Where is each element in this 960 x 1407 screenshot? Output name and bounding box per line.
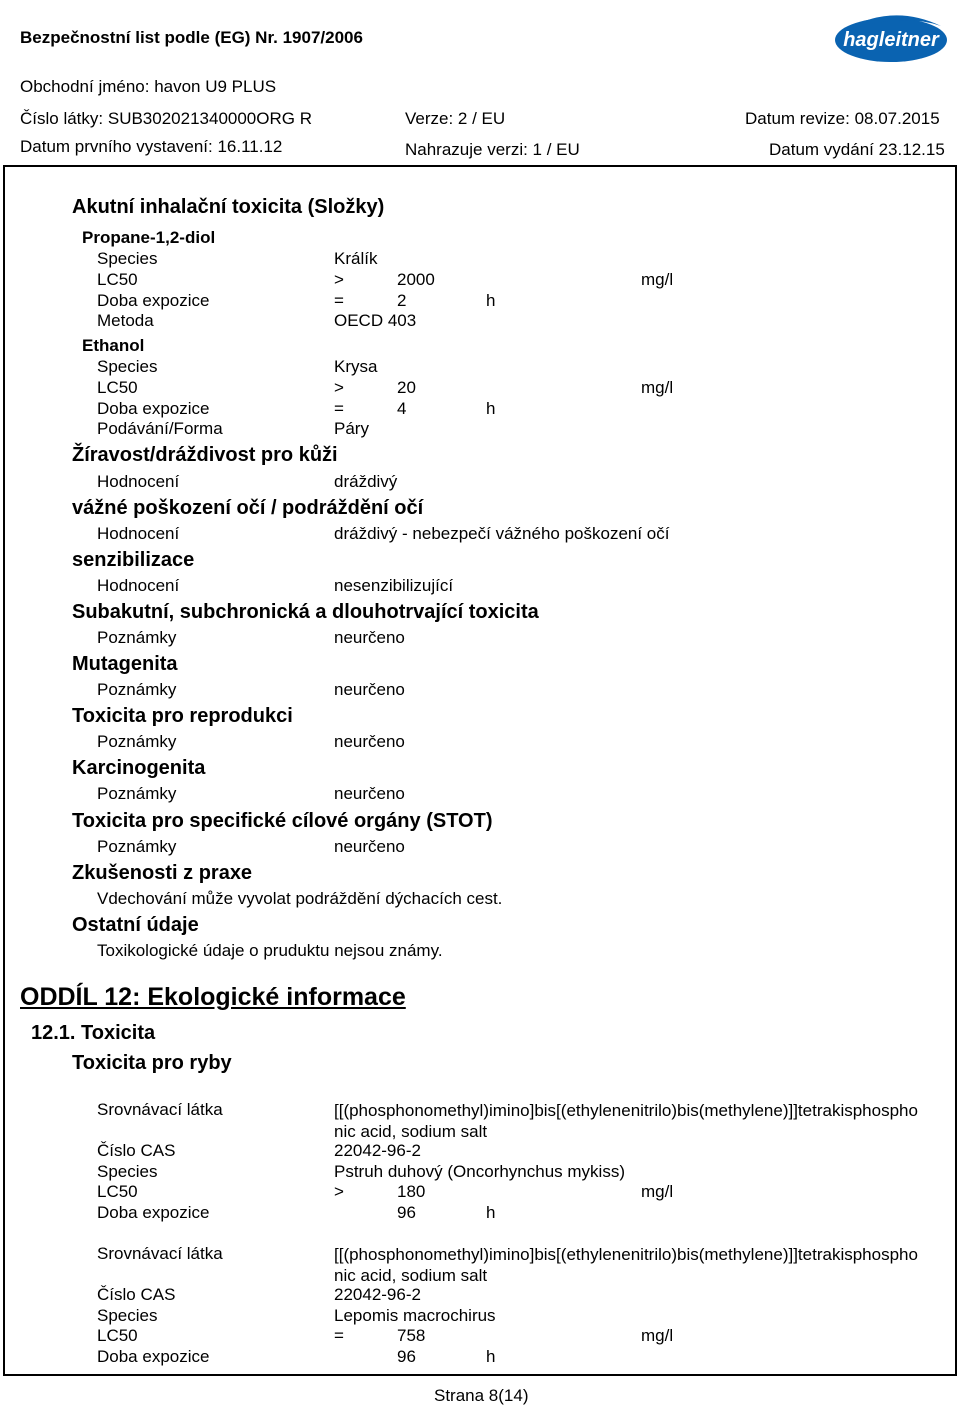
heading-subacute: Subakutní, subchronická a dlouhotrvající toxicita — [72, 601, 539, 623]
value: neurčeno — [334, 784, 405, 803]
heading-reproduction: Toxicita pro reprodukci — [72, 705, 293, 727]
heading-other: Ostatní údaje — [72, 914, 199, 936]
heading-sensitization: senzibilizace — [72, 549, 195, 571]
operator: = — [334, 291, 344, 310]
label: Doba expozice — [97, 399, 210, 418]
unit: mg/l — [641, 1326, 674, 1345]
label: Hodnocení — [97, 472, 180, 491]
label: Poznámky — [97, 732, 177, 751]
version: Verze: 2 / EU — [405, 109, 506, 128]
value: Páry — [334, 419, 369, 438]
label: LC50 — [97, 1326, 138, 1345]
label: Srovnávací látka — [97, 1100, 223, 1119]
value: 96 — [397, 1203, 416, 1222]
component-ethanol: Ethanol — [82, 336, 145, 355]
experience-text: Vdechování může vyvolat podráždění dýchacích cest. — [97, 889, 503, 908]
heading-skin: Žíravost/dráždivost pro kůži — [72, 444, 338, 466]
cas-number: 22042-96-2 — [334, 1285, 421, 1304]
value: Lepomis macrochirus — [334, 1306, 496, 1325]
label: Species — [97, 357, 158, 376]
heading-carcinogenicity: Karcinogenita — [72, 757, 206, 779]
label: Číslo CAS — [97, 1141, 176, 1160]
label: Poznámky — [97, 837, 177, 856]
label: Srovnávací látka — [97, 1244, 223, 1263]
operator: = — [334, 399, 344, 418]
logo-text: hagleitner — [843, 29, 939, 51]
revision-date: Datum revize: 08.07.2015 — [745, 109, 940, 128]
value: Králík — [334, 249, 378, 268]
subsection-toxicity: 12.1. Toxicita — [31, 1022, 156, 1044]
label: Hodnocení — [97, 524, 180, 543]
label: Podávání/Forma — [97, 419, 223, 438]
reference-substance: [[(phosphonomethyl)imino]bis[(ethylenenitrilo)bis(methylene)]]tetrakisphosphonic acid, sodium salt — [334, 1101, 918, 1141]
value: neurčeno — [334, 837, 405, 856]
value: neurčeno — [334, 680, 405, 699]
document-title: Bezpečnostní list podle (EG) Nr. 1907/2006 — [20, 28, 363, 47]
heading-fish-toxicity: Toxicita pro ryby — [72, 1052, 232, 1074]
operator: > — [334, 270, 344, 289]
replaces-version: Nahrazuje verzi: 1 / EU — [405, 140, 580, 159]
label: LC50 — [97, 270, 138, 289]
label: Poznámky — [97, 784, 177, 803]
label: Hodnocení — [97, 576, 180, 595]
cas-number: 22042-96-2 — [334, 1141, 421, 1160]
operator: = — [334, 1326, 344, 1345]
label: Metoda — [97, 311, 154, 330]
label: LC50 — [97, 1182, 138, 1201]
label: Doba expozice — [97, 1347, 210, 1366]
component-propane: Propane-1,2-diol — [82, 228, 216, 247]
label: Species — [97, 1306, 158, 1325]
page-number: Strana 8(14) — [434, 1386, 529, 1405]
label: Poznámky — [97, 628, 177, 647]
unit: h — [486, 399, 496, 418]
heading-stot: Toxicita pro specifické cílové orgány (STOT) — [72, 810, 493, 832]
substance-number: Číslo látky: SUB302021340000ORG R — [20, 109, 312, 128]
unit: mg/l — [641, 1182, 674, 1201]
value: neurčeno — [334, 628, 405, 647]
operator: > — [334, 1182, 344, 1201]
value: Krysa — [334, 357, 378, 376]
hagleitner-logo — [833, 10, 949, 64]
value: nesenzibilizující — [334, 576, 454, 595]
value: 4 — [397, 399, 407, 418]
unit: mg/l — [641, 270, 674, 289]
heading-acute-inhalation: Akutní inhalační toxicita (Složky) — [72, 196, 385, 218]
label: Doba expozice — [97, 291, 210, 310]
value: 2 — [397, 291, 407, 310]
heading-experience: Zkušenosti z praxe — [72, 862, 253, 884]
heading-mutagenicity: Mutagenita — [72, 653, 178, 675]
label: Species — [97, 249, 158, 268]
heading-eye: vážné poškození očí / podráždění očí — [72, 497, 424, 519]
value: 2000 — [397, 270, 435, 289]
value: Pstruh duhový (Oncorhynchus mykiss) — [334, 1162, 625, 1181]
reference-substance: [[(phosphonomethyl)imino]bis[(ethylenenitrilo)bis(methylene)]]tetrakisphosphonic acid, sodium salt — [334, 1245, 918, 1285]
label: Doba expozice — [97, 1203, 210, 1222]
label: Species — [97, 1162, 158, 1181]
unit: mg/l — [641, 378, 674, 397]
value: dráždivý - nebezpečí vážného poškození očí — [334, 524, 670, 543]
value: OECD 403 — [334, 311, 417, 330]
trade-name: Obchodní jméno: havon U9 PLUS — [20, 77, 277, 96]
value: 96 — [397, 1347, 416, 1366]
unit: h — [486, 291, 496, 310]
section-12-title: ODDÍL 12: Ekologické informace — [20, 983, 406, 1011]
first-issue-date: Datum prvního vystavení: 16.11.12 — [20, 137, 283, 156]
label: Číslo CAS — [97, 1285, 176, 1304]
value: 758 — [397, 1326, 426, 1345]
unit: h — [486, 1347, 496, 1366]
value: 180 — [397, 1182, 426, 1201]
label: LC50 — [97, 378, 138, 397]
label: Poznámky — [97, 680, 177, 699]
value: neurčeno — [334, 732, 405, 751]
unit: h — [486, 1203, 496, 1222]
other-text: Toxikologické údaje o pruduktu nejsou známy. — [97, 941, 443, 960]
value: dráždivý — [334, 472, 398, 491]
issue-date: Datum vydání 23.12.15 — [769, 140, 945, 159]
operator: > — [334, 378, 344, 397]
value: 20 — [397, 378, 416, 397]
